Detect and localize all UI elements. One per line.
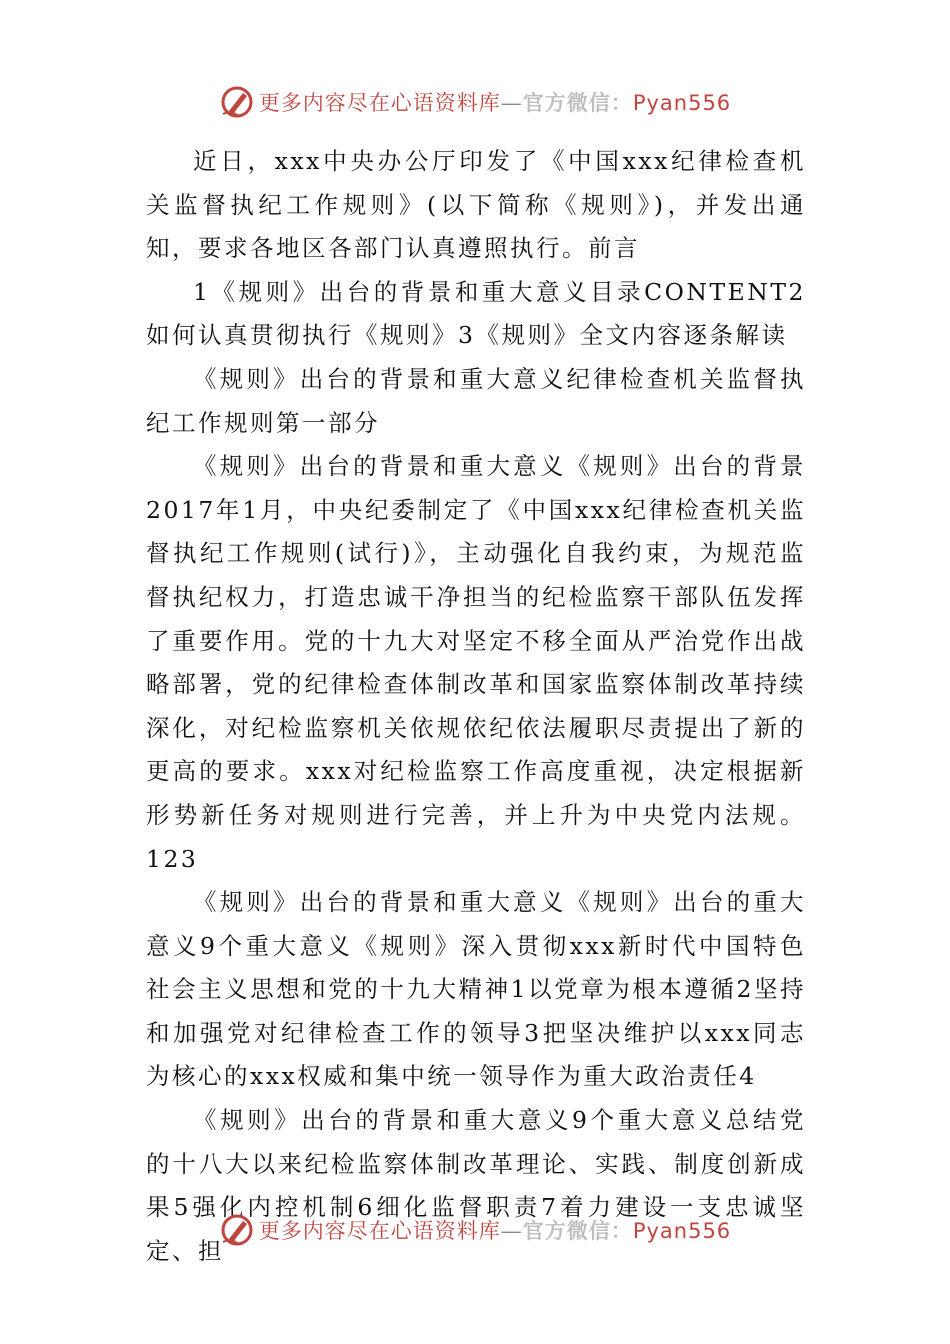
paragraph: 《规则》出台的背景和重大意义9个重大意义总结党的十八大以来纪检监察体制改革理论、实践、制度创新成果5强化内控机制6细化监督职责7着力建设一支忠诚坚定、担 <box>146 1106 806 1265</box>
watermark-separator: — <box>500 1219 523 1243</box>
watermark-wechat-id: Pyan556 <box>632 91 732 115</box>
paragraph: 近日，xxx中央办公厅印发了《中国xxx纪律检查机关监督执纪工作规则》(以下简称《规则》)，并发出通知，要求各地区各部门认真遵照执行。前言 <box>146 147 806 263</box>
paragraph: 《规则》出台的背景和重大意义《规则》出台的重大意义9个重大意义《规则》深入贯彻xxx新时代中国特色社会主义思想和党的十九大精神1以党章为根本遵循2坚持和加强党对纪律检查工作的领导3把坚决维护以xxx同志为核心的xxx权威和集中统一领导作为重大政治责任4 <box>146 888 806 1091</box>
watermark-brand: 更多内容尽在心语资料库 <box>258 91 501 115</box>
watermark-brand: 更多内容尽在心语资料库 <box>258 1219 501 1243</box>
document-body <box>146 140 806 1273</box>
pen-circle-icon <box>219 1212 255 1248</box>
paragraph: 《规则》出台的背景和重大意义纪律检查机关监督执纪工作规则第一部分 <box>146 364 806 437</box>
paragraph: 1《规则》出台的背景和重大意义目录CONTENT2如何认真贯彻执行《规则》3《规则》全文内容逐条解读 <box>146 277 806 350</box>
watermark-separator: — <box>500 91 523 115</box>
watermark-text <box>259 87 731 117</box>
watermark-wechat-label: 官方微信： <box>522 90 633 115</box>
watermark-text <box>259 1215 731 1245</box>
watermark-wechat-label: 官方微信： <box>522 1218 633 1243</box>
watermark-wechat-id: Pyan556 <box>632 1219 732 1243</box>
footer-watermark <box>0 1210 950 1250</box>
pen-circle-icon <box>219 84 255 120</box>
paragraph: 《规则》出台的背景和重大意义《规则》出台的背景2017年1月，中央纪委制定了《中国xxx纪律检查机关监督执纪工作规则(试行)》，主动强化自我约束，为规范监督执纪权力，打造忠诚干净担当的纪检监察干部队伍发挥了重要作用。党的十九大对坚定不移全面从严治党作出战略部署，党的纪律检查体制改革和国家监察体制改革持续深化，对纪检监察机关依规依纪依法履职尽责提出了新的更高的要求。xxx对纪检监察工作高度重视，决定根据新形势新任务对规则进行完善，并上升为中央党内法规。123 <box>146 452 806 873</box>
header-watermark <box>0 82 950 122</box>
